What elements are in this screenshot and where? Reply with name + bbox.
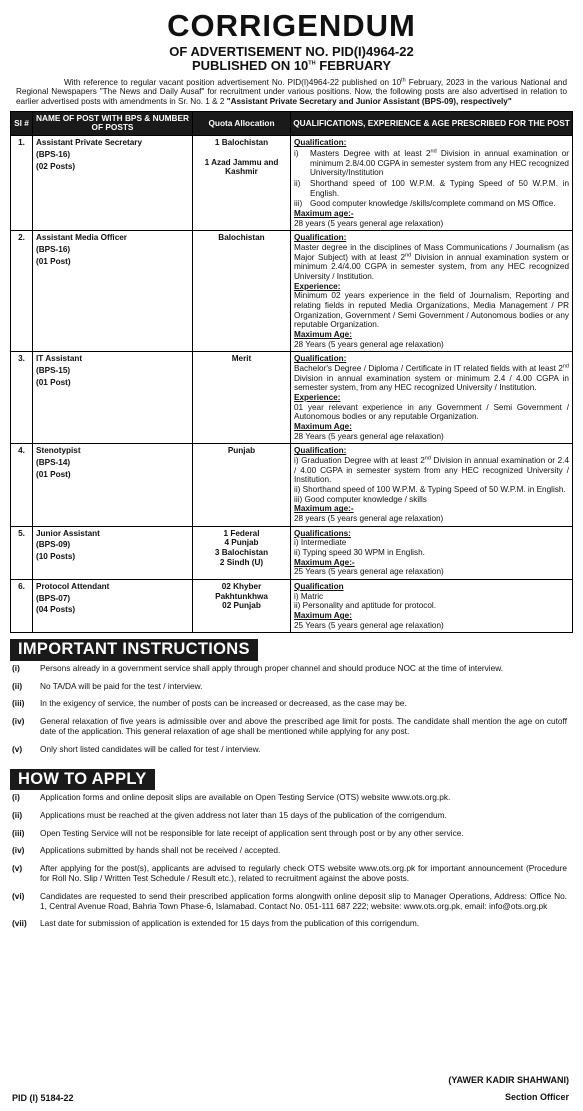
qualification-item xyxy=(294,149,569,178)
row-qualifications xyxy=(291,444,573,526)
row-qualifications xyxy=(291,136,573,231)
row-qualifications xyxy=(291,231,573,352)
row-quota xyxy=(193,352,291,444)
important-instructions-heading: IMPORTANT INSTRUCTIONS xyxy=(10,639,258,660)
qualification-item: Master degree in the disciplines of Mass Communications / Journalism (as Major Subject) with at least 2nd Division in annual examination system or minimum 2.4/4.00 CGPA in semester system, from any HEC recognized University / Institution. xyxy=(294,242,569,281)
max-age-text: 25 Years (5 years general age relaxation) xyxy=(294,567,444,577)
row-serial: 2. xyxy=(11,231,33,352)
apply-item-number: (i) xyxy=(12,792,20,803)
table-row xyxy=(11,231,573,352)
instruction-item-text: Only short listed candidates will be called for test / interview. xyxy=(40,743,261,754)
important-instructions-list xyxy=(10,664,573,755)
post-bps: (BPS-15) xyxy=(36,365,71,375)
apply-item-text: After applying for the post(s), applicants are advised to regularly check OTS website www.ots.org.pk for important announcement (Procedure for Roll No. Slip / Written Test Schedule / Result etc.), related to recruitment against the above posts. xyxy=(40,863,567,883)
instruction-item-number: (v) xyxy=(12,743,23,754)
max-age-label: Maximum Age:- xyxy=(294,557,355,567)
how-to-apply-heading: HOW TO APPLY xyxy=(10,769,155,790)
row-post xyxy=(33,136,193,231)
post-count: (01 Post) xyxy=(36,377,71,387)
instruction-item xyxy=(10,745,573,755)
row-qualifications xyxy=(291,580,573,633)
experience-text: Minimum 02 years experience in the field of Journalism, Reporting and relating fields in reputed Media Organizations, Media Management / PR Organization, Government / Semi Government / Autonomous bodies or any reputable Organization. xyxy=(294,291,569,330)
quota-line: Balochistan xyxy=(218,233,265,243)
header-sl: Sl # xyxy=(11,111,33,136)
qualification-item-number: i) xyxy=(294,148,299,158)
apply-item xyxy=(10,919,573,929)
table-row xyxy=(11,352,573,444)
row-post xyxy=(33,580,193,633)
apply-item xyxy=(10,892,573,912)
post-bps: (BPS-16) xyxy=(36,244,71,254)
apply-item-number: (vi) xyxy=(12,890,25,901)
qualification-item: ii) Personality and aptitude for protocol. xyxy=(294,601,436,611)
instruction-item xyxy=(10,682,573,692)
quota-line: 1 Balochistan xyxy=(214,138,269,148)
qualification-item: i) Graduation Degree with at least 2nd Division in annual examination or 2.4 / 4.00 CGPA in semester system from any HEC recognized University / Institution. xyxy=(294,455,569,485)
qualification-item: iii) Good computer knowledge / skills xyxy=(294,494,427,504)
max-age-text: 28 Years (5 years general age relaxation) xyxy=(294,431,444,441)
qualification-label: Qualification xyxy=(294,582,344,592)
post-count: (01 Post) xyxy=(36,256,71,266)
quota-line: 02 Punjab xyxy=(222,601,261,611)
reference-number: PID (I) 5184-22 xyxy=(12,1093,74,1103)
post-name: Assistant Media Officer xyxy=(36,233,127,243)
post-count: (10 Posts) xyxy=(36,552,76,562)
apply-item-text: Last date for submission of application is extended for 15 days from the publication of this corrigendum. xyxy=(40,918,420,929)
qualification-item-number: iii) xyxy=(294,199,303,209)
experience-label: Experience: xyxy=(294,392,341,402)
post-name: Protocol Attendant xyxy=(36,582,110,592)
apply-item-number: (v) xyxy=(12,863,23,874)
row-serial: 6. xyxy=(11,580,33,633)
row-serial: 3. xyxy=(11,352,33,444)
apply-item-text: Candidates are requested to send their prescribed application forms alongwith online deposit slip to Manager Operations, Address: Office No. 1, Central Avenue Road, Bahria Town Phase-6, Islamabad. Contact No. 051-111 687 222; website: www.ots.org.pk, email: info@ots.org.pk xyxy=(40,890,567,911)
row-quota xyxy=(193,136,291,231)
qualification-label: Qualification: xyxy=(294,446,347,456)
instruction-item xyxy=(10,717,573,737)
max-age-text: 25 Years (5 years general age relaxation) xyxy=(294,620,444,630)
instruction-item xyxy=(10,664,573,674)
instruction-item-text: In the exigency of service, the number of posts can be increased or decreased, as the case may be. xyxy=(40,698,407,709)
signatory-designation: Section Officer xyxy=(504,1092,569,1102)
qualification-item-text: Masters Degree with at least 2nd Division in annual examination or minimum 2.8/4.00 CGPA in semester system from any HEC recognized University/Institution xyxy=(310,148,569,178)
quota-line xyxy=(196,148,287,158)
row-serial: 4. xyxy=(11,444,33,526)
apply-item-text: Applications must be reached at the given address not later than 15 days of the publication of the corrigendum. xyxy=(40,809,447,820)
row-post xyxy=(33,444,193,526)
how-to-apply-list xyxy=(10,793,573,929)
quota-line: 1 Federal xyxy=(223,528,260,538)
post-count: (02 Posts) xyxy=(36,161,76,171)
post-bps: (BPS-16) xyxy=(36,149,71,159)
title: CORRIGENDUM xyxy=(167,8,416,43)
row-quota xyxy=(193,231,291,352)
qualification-label: Qualifications: xyxy=(294,528,351,538)
header-post: NAME OF POST WITH BPS & NUMBER OF POSTS xyxy=(33,111,193,136)
row-quota xyxy=(193,526,291,579)
apply-item xyxy=(10,811,573,821)
max-age-text: 28 years (5 years general age relaxation) xyxy=(294,514,444,524)
qualification-item: ii) Shorthand speed of 100 W.P.M. & Typing Speed of 50 W.P.M. in English. xyxy=(294,485,566,495)
quota-line: 4 Punjab xyxy=(224,538,259,548)
instruction-item-text: Persons already in a government service shall apply through proper channel and should produce NOC at the time of interview. xyxy=(40,662,504,673)
max-age-text: 28 years (5 years general age relaxation) xyxy=(294,218,444,228)
intro-paragraph: With reference to regular vacant position advertisement No. PID(I)4964-22 published on 10th February, 2023 in the various National and Regional Newspapers "The News and Daily Ausaf" for recruitment under various positions. Now, the following posts are also advertised in relation to earlier advertised posts with amendments in Sr. No. 1 & 2 "Assistant Private Secretary and Junior Assistant (BPS-09), respectively" xyxy=(16,76,568,106)
apply-item-number: (iv) xyxy=(12,845,25,856)
apply-item-number: (vii) xyxy=(12,918,27,929)
qualification-label: Qualification: xyxy=(294,138,347,148)
apply-item-text: Applications submitted by hands shall not be received / accepted. xyxy=(40,845,281,856)
row-post xyxy=(33,352,193,444)
max-age-label: Maximum age:- xyxy=(294,208,354,218)
max-age-label: Maximum age:- xyxy=(294,504,354,514)
post-bps: (BPS-09) xyxy=(36,540,71,550)
apply-item xyxy=(10,846,573,856)
row-serial: 1. xyxy=(11,136,33,231)
apply-item-text: Open Testing Service will not be responsible for late receipt of application sent through post or by any other service. xyxy=(40,827,464,838)
row-post xyxy=(33,231,193,352)
apply-item-text: Application forms and online deposit slips are available on Open Testing Service (OTS) website www.ots.org.pk. xyxy=(40,792,451,803)
posts-table xyxy=(10,111,573,634)
qualification-item: ii) Typing speed 30 WPM in English. xyxy=(294,548,425,558)
instruction-item-number: (iii) xyxy=(12,698,25,709)
post-bps: (BPS-14) xyxy=(36,458,71,467)
qualification-label: Qualification: xyxy=(294,233,347,243)
experience-text: 01 year relevant experience in any Government / Semi Government / Autonomous bodies or any reputable Organization. xyxy=(294,402,569,422)
table-row xyxy=(11,136,573,231)
apply-item xyxy=(10,793,573,803)
published-date: PUBLISHED ON 10TH FEBRUARY xyxy=(191,58,391,74)
qualification-item-text: Good computer knowledge /skills/complete command on MS Office. xyxy=(310,199,556,209)
quota-line: Punjab xyxy=(227,446,256,456)
table-header-row xyxy=(11,111,573,136)
qualification-item-number: ii) xyxy=(294,178,301,188)
qualification-item-text: Shorthand speed of 100 W.P.M. & Typing Speed of 50 W.P.M. in English. xyxy=(310,178,569,198)
apply-item xyxy=(10,864,573,884)
instruction-item-text: General relaxation of five years is admissible over and above the prescribed age limit for posts. The candidate shall mention the age on cutoff date of the application. This general relaxation of age shall be mentioned while applying for any post. xyxy=(40,716,567,737)
qualification-item: i) Intermediate xyxy=(294,538,347,548)
post-name: IT Assistant xyxy=(36,354,83,364)
row-qualifications xyxy=(291,352,573,444)
posts-table-body xyxy=(11,136,573,633)
header-quota: Quota Allocation xyxy=(193,111,291,136)
qualification-item xyxy=(294,199,569,209)
apply-item-number: (ii) xyxy=(12,809,23,820)
row-qualifications xyxy=(291,526,573,579)
table-row xyxy=(11,444,573,526)
post-name: Junior Assistant xyxy=(36,528,100,538)
post-name: Assistant Private Secretary xyxy=(36,138,143,148)
quota-line: 02 Khyber Pakhtunkhwa xyxy=(215,582,268,601)
post-name: Stenotypist xyxy=(36,446,81,456)
qualification-label: Qualification: xyxy=(294,354,347,364)
row-serial: 5. xyxy=(11,526,33,579)
max-age-label: Maximum Age: xyxy=(294,329,352,339)
quota-line: 3 Balochistan xyxy=(214,548,269,558)
qualification-item xyxy=(294,179,569,198)
quota-line: Merit xyxy=(231,354,252,364)
qualification-item: i) Matric xyxy=(294,591,324,601)
experience-label: Experience: xyxy=(294,281,341,291)
advertisement-number: OF ADVERTISEMENT NO. PID(I)4964-22 xyxy=(169,44,414,59)
table-row xyxy=(11,580,573,633)
row-post xyxy=(33,526,193,579)
instruction-item-number: (ii) xyxy=(12,680,23,691)
post-bps: (BPS-07) xyxy=(36,593,71,603)
row-quota xyxy=(193,580,291,633)
instruction-item xyxy=(10,699,573,709)
instruction-item-text: No TA/DA will be paid for the test / interview. xyxy=(40,680,203,691)
apply-item xyxy=(10,829,573,839)
table-row xyxy=(11,526,573,579)
qualification-item: Bachelor's Degree / Diploma / Certificate in IT related fields with at least 2nd Division in annual examination system or minimum 2.4 / 4.00 CGPA in semester system, from any HEC recognized University / Institution. xyxy=(294,363,569,393)
quota-line: 1 Azad Jammu and Kashmir xyxy=(204,157,279,177)
signatory-name: (YAWER KADIR SHAHWANI) xyxy=(448,1075,569,1085)
post-count: (01 Post) xyxy=(36,469,71,479)
apply-item-number: (iii) xyxy=(12,827,25,838)
row-quota xyxy=(193,444,291,526)
header-qualifications: QUALIFICATIONS, EXPERIENCE & AGE PRESCRIBED FOR THE POST xyxy=(291,111,573,136)
max-age-label: Maximum Age: xyxy=(294,421,352,431)
instruction-item-number: (iv) xyxy=(12,716,25,727)
quota-line: 2 Sindh (U) xyxy=(219,557,264,567)
max-age-text: 28 Years (5 years general age relaxation) xyxy=(294,339,444,349)
instruction-item-number: (i) xyxy=(12,662,20,673)
post-count: (04 Posts) xyxy=(36,605,76,615)
max-age-label: Maximum Age: xyxy=(294,611,352,621)
